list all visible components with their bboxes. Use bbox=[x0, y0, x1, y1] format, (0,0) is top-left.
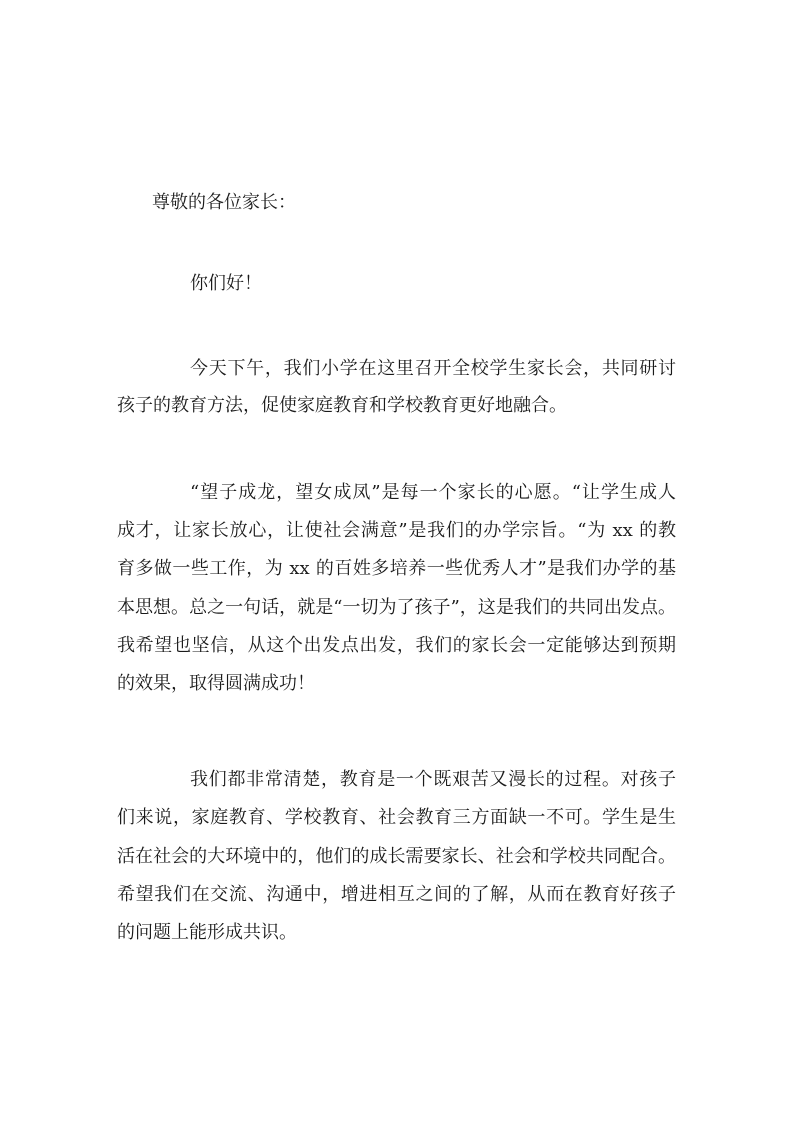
paragraph-line: 我们都非常清楚，教育是一个既艰苦又漫长的过程。对孩子 bbox=[190, 769, 676, 790]
paragraph-line: 的问题上能形成共识。 bbox=[117, 922, 297, 943]
paragraph-line: 本思想。总之一句话，就是“一切为了孩子”，这是我们的共同出发点。 bbox=[117, 597, 676, 618]
paragraph-line: 我希望也坚信，从这个出发点出发，我们的家长会一定能够达到预期 bbox=[117, 635, 676, 656]
paragraph-line: 希望我们在交流、沟通中，增进相互之间的了解，从而在教育好孩子 bbox=[117, 884, 676, 905]
paragraph-line: 育多做一些工作，为 xx 的百姓多培养一些优秀人才”是我们办学的基 bbox=[117, 558, 676, 579]
paragraph-line: 孩子的教育方法，促使家庭教育和学校教育更好地融合。 bbox=[117, 395, 567, 416]
greeting: 你们好！ bbox=[190, 273, 262, 294]
paragraph-line: 成才，让家长放心，让使社会满意”是我们的办学宗旨。“为 xx 的教 bbox=[117, 520, 676, 541]
paragraph-line: 的效果，取得圆满成功！ bbox=[117, 673, 315, 694]
paragraph-line: 活在社会的大环境中的，他们的成长需要家长、社会和学校共同配合。 bbox=[117, 846, 676, 867]
paragraph-line: 们来说，家庭教育、学校教育、社会教育三方面缺一不可。学生是生 bbox=[117, 807, 676, 828]
paragraph-line: 今天下午，我们小学在这里召开全校学生家长会，共同研讨 bbox=[190, 358, 676, 379]
paragraph-line: “望子成龙，望女成凤”是每一个家长的心愿。“让学生成人 bbox=[190, 482, 676, 503]
salutation: 尊敬的各位家长： bbox=[152, 192, 296, 213]
